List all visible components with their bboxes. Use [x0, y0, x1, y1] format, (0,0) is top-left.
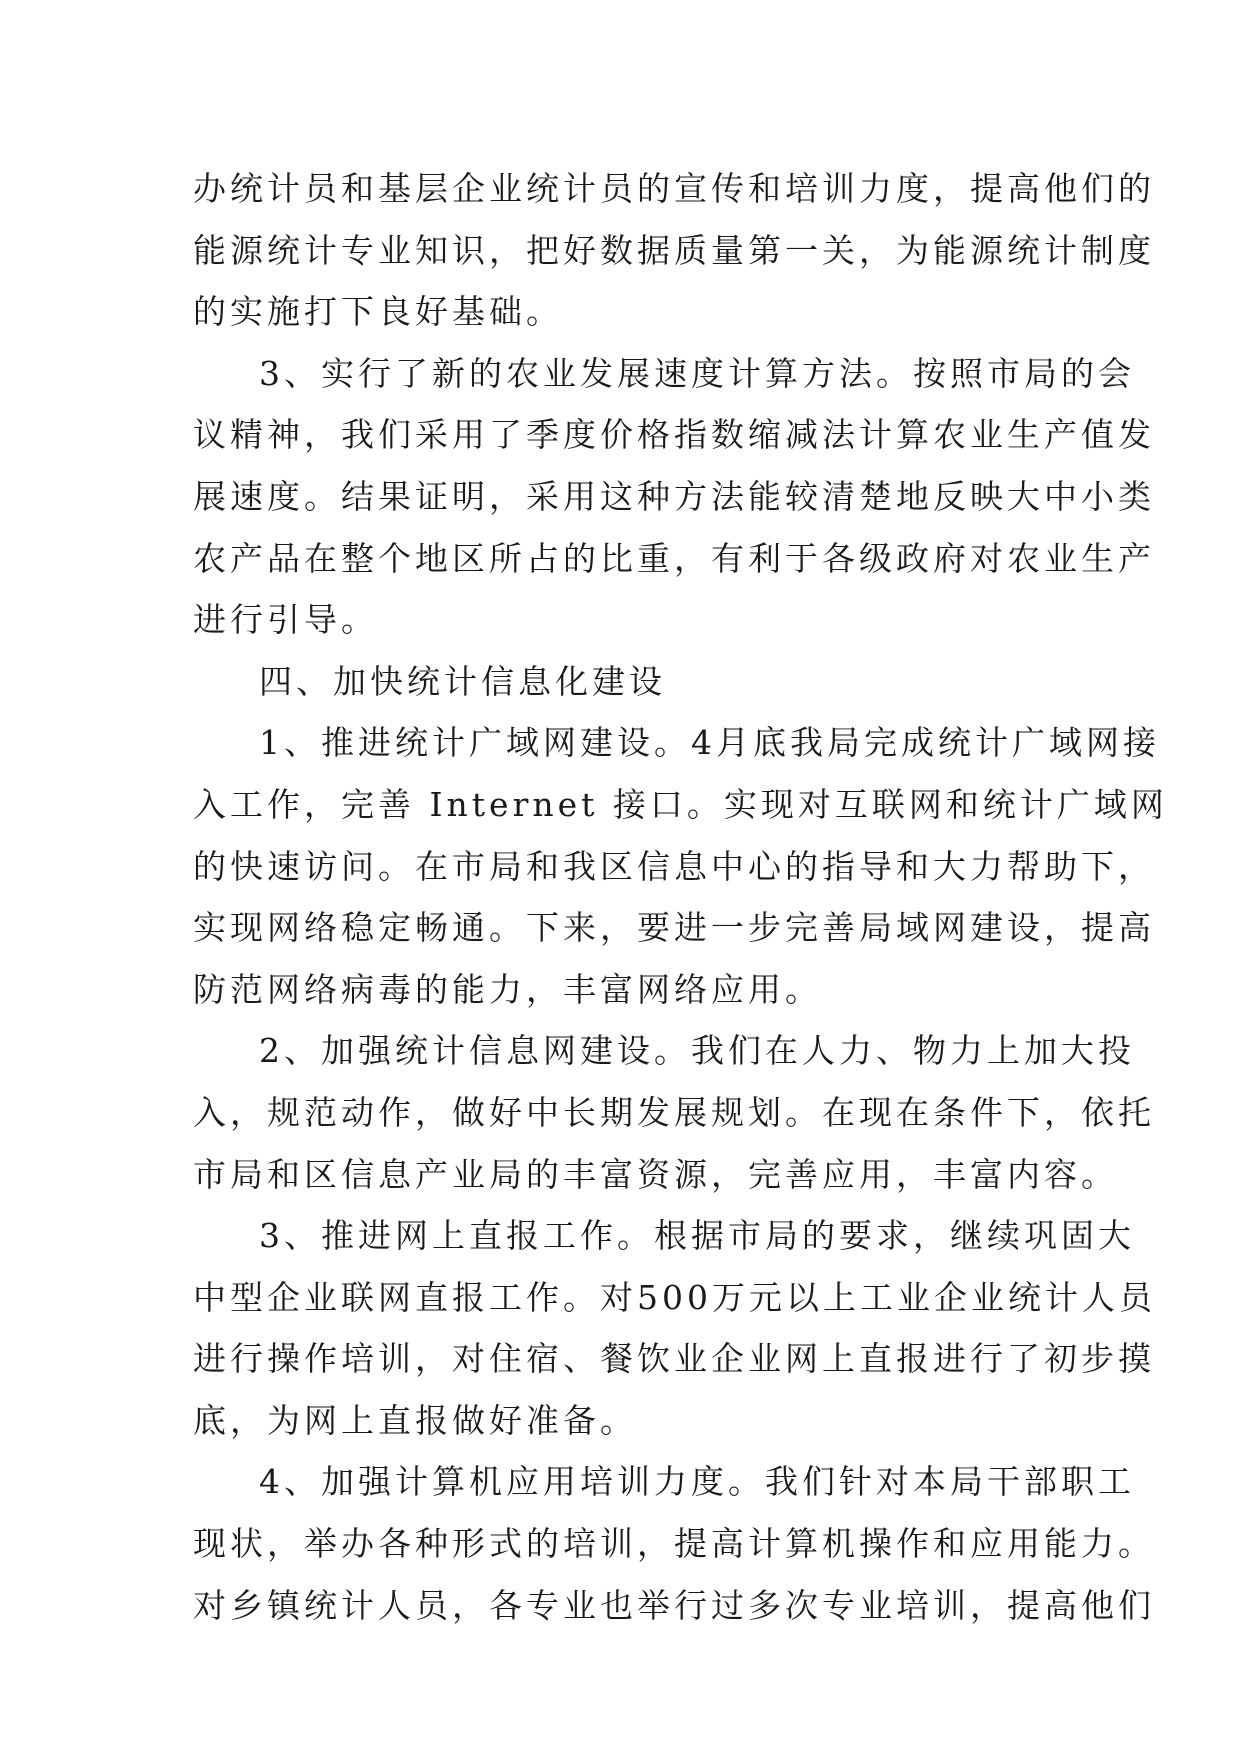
- text-line: 中型企业联网直报工作。对500万元以上工业企业统计人员: [193, 1277, 1156, 1317]
- text-line: 4、加强计算机应用培训力度。我们针对本局干部职工: [259, 1462, 1135, 1502]
- text-line: 进行操作培训，对住宿、餐饮业企业网上直报进行了初步摸: [193, 1339, 1155, 1379]
- text-line: 议精神，我们采用了季度价格指数缩减法计算农业生产值发: [193, 415, 1155, 455]
- text-line: 的实施打下良好基础。: [193, 292, 563, 332]
- text-line: 2、加强统计信息网建设。我们在人力、物力上加大投: [259, 1031, 1135, 1071]
- text-line: 能源统计专业知识，把好数据质量第一关，为能源统计制度: [193, 230, 1155, 270]
- text-line: 底，为网上直报做好准备。: [193, 1400, 637, 1440]
- text-line: 3、推进网上直报工作。根据市局的要求，继续巩固大: [259, 1216, 1135, 1256]
- text-line: 1、推进统计广域网建设。4月底我局完成统计广域网接: [259, 723, 1160, 763]
- text-line: 进行引导。: [193, 600, 378, 640]
- text-line: 的快速访问。在市局和我区信息中心的指导和大力帮助下，: [193, 846, 1155, 886]
- text-line: 防范网络病毒的能力，丰富网络应用。: [193, 969, 822, 1009]
- text-line: 市局和区信息产业局的丰富资源，完善应用，丰富内容。: [193, 1154, 1118, 1194]
- text-line: 3、实行了新的农业发展速度计算方法。按照市局的会: [259, 353, 1135, 393]
- text-line: 农产品在整个地区所占的比重，有利于各级政府对农业生产: [193, 538, 1155, 578]
- section-heading: 四、加快统计信息化建设: [259, 661, 666, 701]
- text-line: 入工作，完善 Internet 接口。实现对互联网和统计广域网: [193, 784, 1168, 824]
- body-text: [193, 158, 1168, 1636]
- text-line: 对乡镇统计人员，各专业也举行过多次专业培训，提高他们: [193, 1585, 1155, 1625]
- text-line: 办统计员和基层企业统计员的宣传和培训力度，提高他们的: [193, 169, 1155, 208]
- text-line: 入，规范动作，做好中长期发展规划。在现在条件下，依托: [193, 1092, 1155, 1132]
- text-line: 展速度。结果证明，采用这种方法能较清楚地反映大中小类: [193, 476, 1155, 516]
- text-line: 现状，举办各种形式的培训，提高计算机操作和应用能力。: [193, 1524, 1155, 1564]
- text-line: 实现网络稳定畅通。下来，要进一步完善局域网建设，提高: [193, 908, 1155, 948]
